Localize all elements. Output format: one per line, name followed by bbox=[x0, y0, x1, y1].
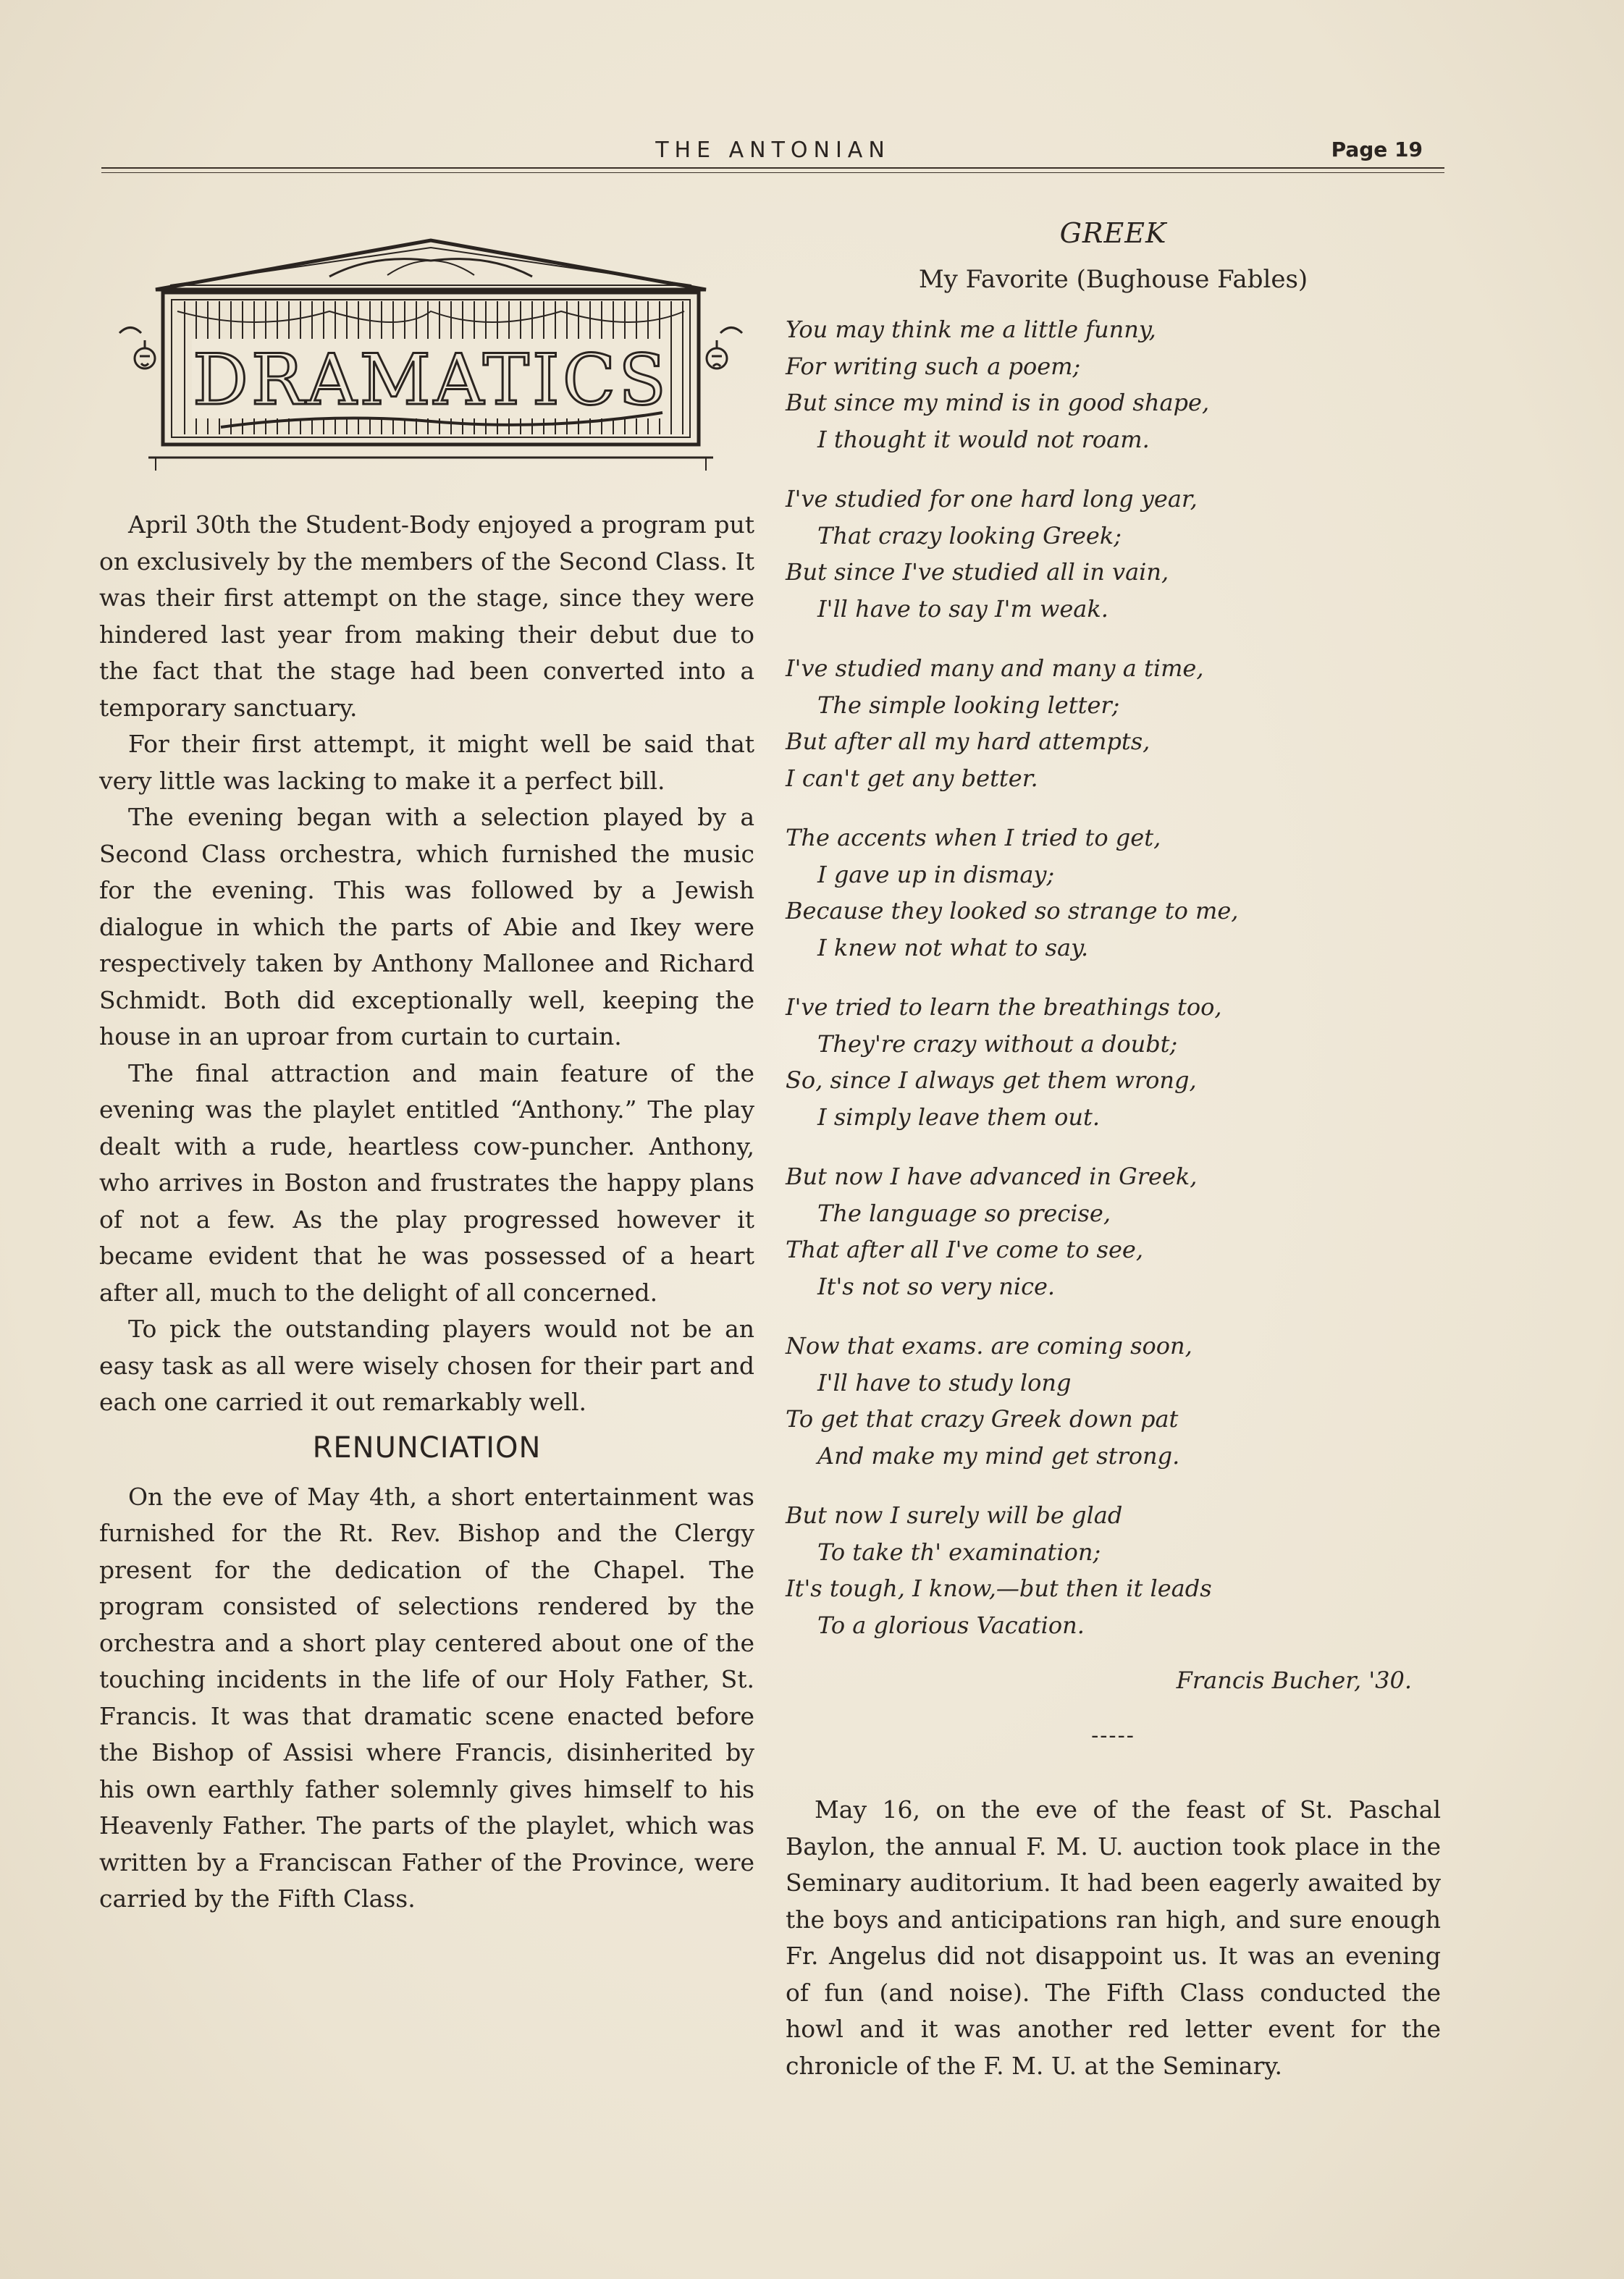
paragraph: The evening began with a selection played by a Second Class orchestra, which furnished the music for the evening. This was followed by a Jewish dialogue in which the parts of Abie and Ikey were respectively taken by Anthony Mallonee and Richard Schmidt. Both did exceptionally well, keeping the house in an uproar from curtain to curtain. bbox=[99, 803, 754, 1050]
poem-line: I knew not what to say. bbox=[817, 933, 1089, 961]
poem-line: That after all I've come to see, bbox=[786, 1236, 1143, 1263]
poem-line: And make my mind get strong. bbox=[817, 1441, 1180, 1470]
paragraph: On the eve of May 4th, a short entertainment was furnished for the Rt. Rev. Bishop and the Clergy present for the dedication of the Chapel. The program consisted of selections rendered by the orchestra and a short play centered about one of the touching incidents in the life of our Holy Father, St. Francis. It was that dramatic scene enacted before the Bishop of Assisi where Francis, disinherited by his own earthly father solemnly gives himself to his Heavenly Father. The parts of the playlet, which was written by a Franciscan Father of the Province, were carried by the Fifth Class. bbox=[99, 1482, 754, 1913]
separator: ----- bbox=[1091, 1723, 1135, 1748]
poem-line: But now I have advanced in Greek, bbox=[786, 1163, 1198, 1190]
poem-byline: Francis Bucher, '30. bbox=[1176, 1667, 1412, 1694]
publication-title: THE ANTONIAN bbox=[655, 138, 891, 163]
poem-line: The accents when I tried to get, bbox=[786, 824, 1161, 851]
stanza bbox=[786, 1497, 1441, 1643]
poem-line: I've tried to learn the breathings too, bbox=[786, 993, 1222, 1021]
poem-line: The simple looking letter; bbox=[817, 691, 1120, 719]
poem-line: The language so precise, bbox=[817, 1199, 1111, 1227]
running-header bbox=[101, 138, 1444, 167]
poem-line: I'll have to say I'm weak. bbox=[817, 594, 1108, 623]
paragraph: April 30th the Student-Body enjoyed a program put on exclusively by the members of the Second Class. It was their first attempt on the stage, since they were hindered last year from making their debut due to the fact that the stage had been converted into a temporary sanctuary. bbox=[99, 510, 754, 722]
stanza bbox=[786, 481, 1441, 627]
poem-line: But since I've studied all in vain, bbox=[786, 558, 1169, 586]
poem-line: You may think me a little funny, bbox=[786, 316, 1156, 343]
poem-line: It's tough, I know,—but then it leads bbox=[786, 1575, 1212, 1602]
right-column bbox=[786, 217, 1441, 2084]
dramatics-article bbox=[99, 507, 754, 1918]
comedy-mask-icon bbox=[119, 328, 155, 369]
renunciation-body bbox=[99, 1479, 754, 1918]
stanza bbox=[786, 311, 1441, 458]
poem-line: I simply leave them out. bbox=[817, 1103, 1101, 1131]
poem-line: To get that crazy Greek down pat bbox=[786, 1405, 1179, 1433]
stanza bbox=[786, 989, 1441, 1135]
poem-line: To a glorious Vacation. bbox=[817, 1611, 1085, 1639]
poem-line: But now I surely will be glad bbox=[786, 1501, 1123, 1529]
poem-title: GREEK bbox=[1059, 217, 1167, 249]
stanza bbox=[786, 650, 1441, 796]
page-number: Page 19 bbox=[1331, 138, 1423, 161]
poem-line: It's not so very nice. bbox=[817, 1272, 1056, 1300]
header-rule-thin bbox=[101, 172, 1444, 173]
poem-line: For writing such a poem; bbox=[786, 352, 1081, 380]
dramatics-banner bbox=[112, 232, 749, 478]
paragraph: To pick the outstanding players would not be an easy task as all were wisely chosen for their part and each one carried it out remarkably well. bbox=[99, 1315, 754, 1416]
poem-subtitle: My Favorite (Bughouse Fables) bbox=[918, 265, 1308, 294]
paragraph: For their first attempt, it might well be said that very little was lacking to make it a perfect bill. bbox=[99, 730, 754, 795]
dramatics-body bbox=[99, 507, 754, 1421]
paragraph: The final attraction and main feature of the evening was the playlet entitled “Anthony.” The play dealt with a rude, heartless cow-puncher. Anthony, who arrives in Boston and frustrates the happy plans of not a few. As the play progressed however it became evident that he was possessed of a heart after all, much to the delight of all concerned. bbox=[99, 1058, 754, 1307]
header-rule bbox=[101, 167, 1444, 169]
poem-line: I thought it would not roam. bbox=[817, 425, 1150, 453]
poem-line: Now that exams. are coming soon, bbox=[786, 1332, 1192, 1360]
poem-line: But after all my hard attempts, bbox=[786, 728, 1150, 755]
stanza bbox=[786, 820, 1441, 966]
poem-line: To take th' examination; bbox=[817, 1538, 1101, 1566]
poem-line: I can't get any better. bbox=[786, 764, 1038, 792]
poem-line: I've studied for one hard long year, bbox=[786, 485, 1198, 513]
stanza bbox=[786, 1328, 1441, 1474]
poem-line: That crazy looking Greek; bbox=[817, 521, 1122, 549]
renunciation-heading: RENUNCIATION bbox=[312, 1431, 542, 1465]
poem-line: They're crazy without a doubt; bbox=[817, 1029, 1178, 1058]
poem-line: But since my mind is in good shape, bbox=[786, 389, 1210, 416]
stanza bbox=[786, 1158, 1441, 1305]
banner-lettering: DRAMATICS bbox=[192, 340, 670, 421]
poem-line: I've studied many and many a time, bbox=[786, 654, 1204, 682]
poem-line: I'll have to study long bbox=[817, 1368, 1072, 1397]
poem-body bbox=[786, 311, 1441, 1643]
tragedy-mask-icon bbox=[707, 328, 742, 369]
fmu-article bbox=[786, 1792, 1441, 2084]
poem-line: Because they looked so strange to me, bbox=[786, 897, 1239, 924]
poem-line: So, since I always get them wrong, bbox=[786, 1066, 1197, 1094]
poem-line: I gave up in dismay; bbox=[817, 860, 1055, 888]
paragraph: May 16, on the eve of the feast of St. Paschal Baylon, the annual F. M. U. auction took place in the Seminary auditorium. It had been eagerly awaited by the boys and anticipations ran high, and sure enough Fr. Angelus did not disappoint us. It was an evening of fun (and noise). The Fifth Class conducted the howl and it was another red letter event for the chronicle of the F. M. U. at the Seminary. bbox=[786, 1795, 1441, 2080]
